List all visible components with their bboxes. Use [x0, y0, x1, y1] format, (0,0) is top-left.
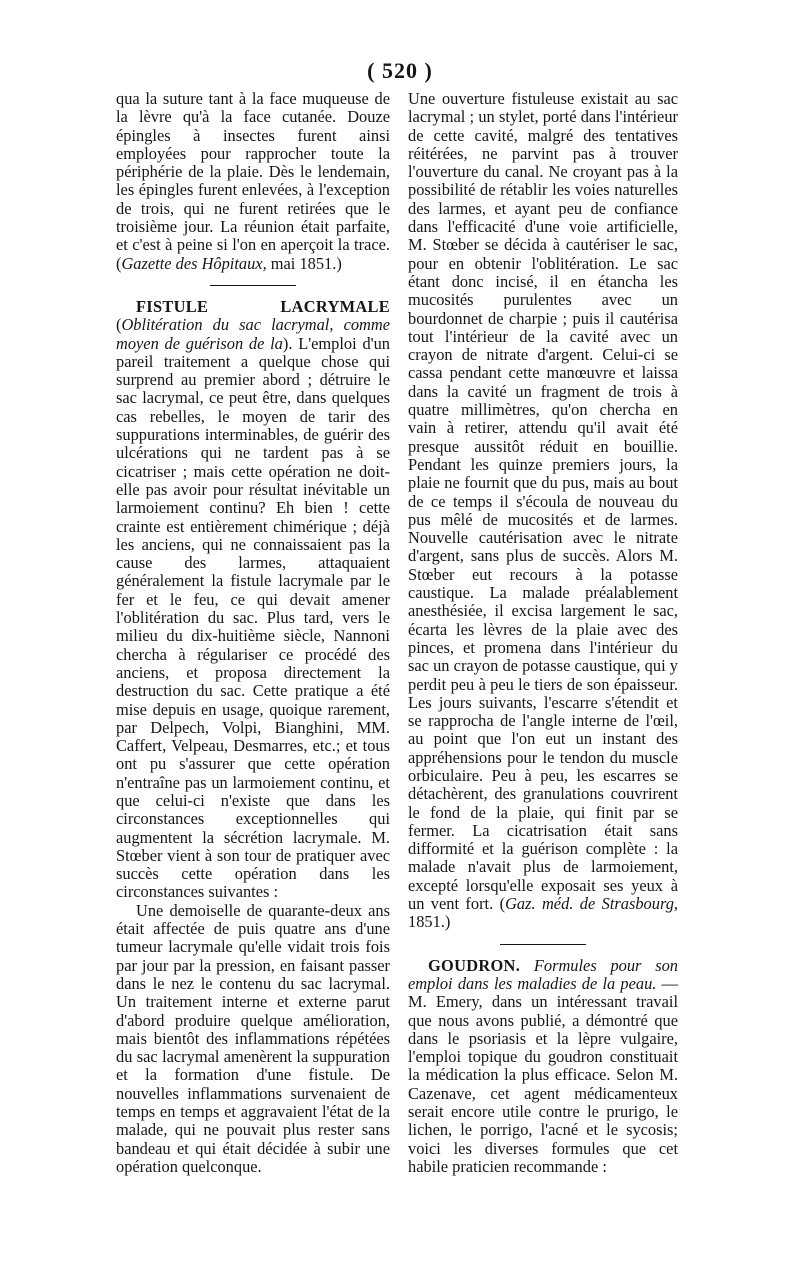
right-column: [408, 90, 678, 1176]
subtitle-close: ).: [282, 333, 293, 353]
case-continuation-paragraph: [408, 90, 678, 932]
source-title: Gazette des Hôpitaux,: [121, 253, 267, 273]
section-divider: [210, 285, 296, 286]
case-paragraph: Une demoiselle de quarante-deux ans était affectée de puis quatre ans d'une tumeur lacrymale qu'elle vidait trois fois par jour par la pression, en faisant passer dans le nez le contenu du sac lacrymal. Un traitement interne et externe parut d'abord produire quelque amélioration, mais bientôt des inflammations répétées du sac lacrymal amenèrent la suppuration et la formation d'une fistule. De nouvelles inflammations survenaient de temps en temps et aggravaient l'état de la malade, qui ne pouvait plus rester sans bandeau et qui était décidée à subir une opération quelconque.: [116, 900, 390, 1176]
article-heading: FISTULE LACRYMALE: [136, 296, 390, 316]
left-column: [116, 90, 390, 1176]
article-body-text: L'emploi d'un pareil traitement a quelque chose qui surprend au premier abord ; détruire le sac lacrymal, ce peut être, dans quelques cas rebelles, le moyen de tarir des suppurations interminables, de guérir des ulcérations qui ne tardent pas à se cicatriser ; mais cette opération ne doit-elle pas avoir pour résultat inévitable un larmoiement continu? Eh bien ! cette crainte est entièrement chimérique ; déjà les anciens, qui ne connaissaient pas la cause des larmes, attaquaient généralement la fistule lacrymale par le fer et le feu, ce qui devait amener l'oblitération du sac. Plus tard, vers le milieu du dix-huitième siècle, Nannoni chercha à régulariser ce procédé des anciens, et proposa directement la destruction du sac. Cette pratique a été mise depuis en usage, quoique rarement, par Delpech, Volpi, Bianghini, MM. Caffert, Velpeau, Desmarres, etc.; et tous ont pu s'assurer que cette opération n'entraîne pas un larmoiement continu, et que celui-ci n'existe que dans les circonstances exceptionnelles qui augmentent la sécrétion lacrymale. M. Stœber vient à son tour de pratiquer avec succès cette opération dans les circonstances suivantes :: [116, 333, 390, 902]
section-divider-2: [500, 944, 586, 945]
source-open-2: (: [493, 894, 506, 914]
article-subtitle: Oblitération du sac lacrymal, comme moyen de guérison de la: [116, 315, 390, 353]
goudron-paragraph: [408, 957, 678, 1177]
subtitle-open: (: [116, 315, 122, 335]
page-number: ( 520 ): [367, 58, 433, 83]
source-title-2: Gaz. méd. de Strasbourg,: [505, 894, 679, 914]
source-close-2: 1851.): [408, 912, 451, 932]
source-open: (: [116, 253, 122, 273]
goudron-subtitle: Formules pour son emploi dans les maladies de la peau.: [408, 955, 678, 993]
article-paragraph: [116, 298, 390, 902]
continuation-paragraph: [116, 90, 390, 273]
goudron-heading: GOUDRON.: [428, 955, 521, 975]
goudron-dash: —: [656, 973, 678, 993]
case-continuation-text: Une ouverture fistuleuse existait au sac lacrymal ; un stylet, porté dans l'intérieur de cette cavité, malgré des tentatives réitérées, ne parvint pas à trouver l'ouverture du canal. Ne croyant pas à la possibilité de rétablir les voies naturelles des larmes, et ayant peu de confiance dans l'efficacité d'une voie artificielle, M. Stœber se décida à cautériser le sac, pour en obtenir l'oblitération. Le sac étant donc incisé, il en étancha les mucosités purulentes avec un bourdonnet de charpie ; puis il cautérisa tout l'intérieur de la cavité avec un crayon de nitrate d'argent. Celui-ci se cassa pendant cette manœuvre et laissa dans la cavité un fragment de trois à quatre millimètres, qu'on chercha en vain à retirer, attendu qu'il avait été presque aussitôt réduit en bouillie. Pendant les quinze premiers jours, la plaie ne fournit que du pus, mais au bout de ce temps il s'écoula de nouveau du pus mêlé de mucosités et de larmes. Nouvelle cautérisation avec le nitrate d'argent, sans plus de succès. Alors M. Stœber eut recours à la potasse caustique. La malade préalablement anesthésiée, il excisa largement le sac, écarta les lèvres de la plaie avec des pinces, et promena dans l'intérieur du sac un crayon de potasse caustique, qui y perdit peu à peu le tiers de son épaisseur. Les jours suivants, l'escarre s'étendit et se rapprocha de l'angle interne de l'œil, au point que l'on eut un instant des appréhensions pour le tendon du muscle orbiculaire. Peu à peu, les escarres se détachèrent, des granulations couvrirent le fond de la plaie, qui finit par se fermer. La cicatrisation était sans difformité et la guérison complète : la malade n'avait plus de larmoiement, excepté lorsqu'elle exposait ses yeux à un vent fort.: [408, 89, 678, 914]
goudron-body-text: M. Emery, dans un intéressant travail que nous avons publié, a démontré que dans le psoriasis et la lèpre vulgaire, l'emploi topique du goudron constituait la médication la plus efficace. Selon M. Cazenave, cet agent médicamenteux serait encore utile contre le prurigo, le lichen, le porrigo, l'acné et le sycosis; voici les diverses formules que cet habile praticien recommande :: [408, 992, 678, 1176]
source-close: mai 1851.): [266, 253, 342, 273]
continuation-text: qua la suture tant à la face muqueuse de la lèvre qu'à la face cutanée. Douze épingles à insectes furent ainsi employées pour rapprocher toute la périphérie de la plaie. Dès le lendemain, les épingles furent enlevées, à l'exception de trois, qui ne furent retirées que le troisième jour. La réunion était parfaite, et c'est à peine si l'on en aperçoit la trace.: [116, 89, 390, 255]
